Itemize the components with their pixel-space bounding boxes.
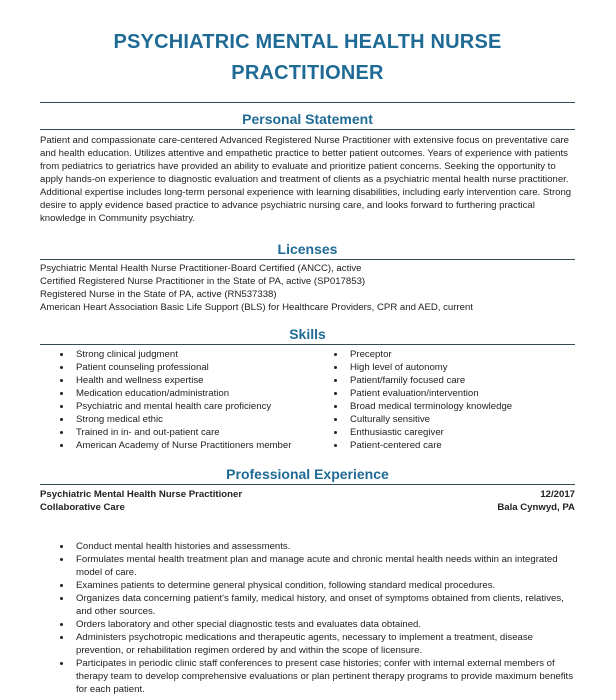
job-date: 12/2017 xyxy=(540,489,575,500)
skill-item: • Health and wellness expertise xyxy=(72,374,301,387)
skill-item: • Culturally sensitive xyxy=(346,413,575,426)
skill-item: • Trained in in- and out-patient care xyxy=(72,426,301,439)
license-item: Registered Nurse in the State of PA, active (RN537338) xyxy=(40,289,277,300)
skill-item: • Strong medical ethic xyxy=(72,413,301,426)
personal-statement-text: Patient and compassionate care-centered Advanced Registered Nurse Practitioner with extensive focus on preventative care and health education. Utilizes attentive and empathetic practice to better patient outcomes. Years of experience with patients from pediatrics to geriatrics have provided an ability to evaluate and prioritize patient concerns. Seeking the opportunity to apply hands-on experience to diagnostic evaluation and treatment of clients as a psychiatric mental health nurse practitioner. Additional expertise includes long-term personal experience with learning disabilities, including early intervention care. Strong desire to apply evidence based practice to advance psychiatric nursing care, and looks forward to furthering practical knowledge in Community psychiatry. xyxy=(40,135,572,224)
skills-column-right xyxy=(301,348,575,452)
duty-item: • Administers psychotropic medications and therapeutic agents, necessary to implement a treatment, disease prevention, or rehabilitation regimen ordered by and within the scope of licensure. xyxy=(72,631,575,657)
personal-statement-heading: Personal Statement xyxy=(40,103,575,130)
license-item: Certified Registered Nurse Practitioner in the State of PA, active (SP017853) xyxy=(40,276,366,287)
duty-item: • Examines patients to determine general physical condition, following standard medical procedures. xyxy=(72,579,575,592)
resume-title: PSYCHIATRIC MENTAL HEALTH NURSE PRACTITIONER xyxy=(113,31,502,84)
job-location: Bala Cynwyd, PA xyxy=(497,502,575,513)
license-item: Psychiatric Mental Health Nurse Practitioner-Board Certified (ANCC), active xyxy=(40,263,362,274)
skill-item: • Patient counseling professional xyxy=(72,361,301,374)
duty-item: • Participates in periodic clinic staff conferences to present case histories; confer with internal external members of therapy team to develop comprehensive evaluations or plan pertinent therapy programs to provide maximum benefits for each patient. xyxy=(72,657,575,696)
skills-list xyxy=(40,348,575,452)
skill-item: • Enthusiastic caregiver xyxy=(346,426,575,439)
job-duties xyxy=(40,540,575,696)
job-company: Collaborative Care xyxy=(40,502,125,513)
job-header xyxy=(40,488,575,514)
skill-item: • Strong clinical judgment xyxy=(72,348,301,361)
skill-item: • Broad medical terminology knowledge xyxy=(346,400,575,413)
skill-item: • Medication education/administration xyxy=(72,387,301,400)
duty-item: • Orders laboratory and other special diagnostic tests and evaluates data obtained. xyxy=(72,618,575,631)
license-item: American Heart Association Basic Life Support (BLS) for Healthcare Providers, CPR and AED, current xyxy=(40,302,473,313)
skills-column-left xyxy=(40,348,301,452)
licenses-list xyxy=(40,262,575,314)
skill-item: • Patient evaluation/intervention xyxy=(346,387,575,400)
skill-item: • American Academy of Nurse Practitioners member xyxy=(72,439,301,452)
duty-item: • Formulates mental health treatment plan and manage acute and chronic mental health needs within an integrated model of care. xyxy=(72,553,575,579)
skill-item: • Psychiatric and mental health care proficiency xyxy=(72,400,301,413)
skill-item: • Preceptor xyxy=(346,348,575,361)
job-title: Psychiatric Mental Health Nurse Practitioner xyxy=(40,489,243,500)
skill-item: • Patient/family focused care xyxy=(346,374,575,387)
resume xyxy=(40,0,575,696)
licenses-heading: Licenses xyxy=(40,231,575,260)
skill-item: • Patient-centered care xyxy=(346,439,575,452)
duty-item: • Conduct mental health histories and assessments. xyxy=(72,540,575,553)
experience-heading: Professional Experience xyxy=(40,456,575,485)
duty-item: • Organizes data concerning patient's family, medical history, and onset of symptoms obtained from clients, relatives, and other sources. xyxy=(72,592,575,618)
skills-heading: Skills xyxy=(40,316,575,345)
skill-item: • High level of autonomy xyxy=(346,361,575,374)
